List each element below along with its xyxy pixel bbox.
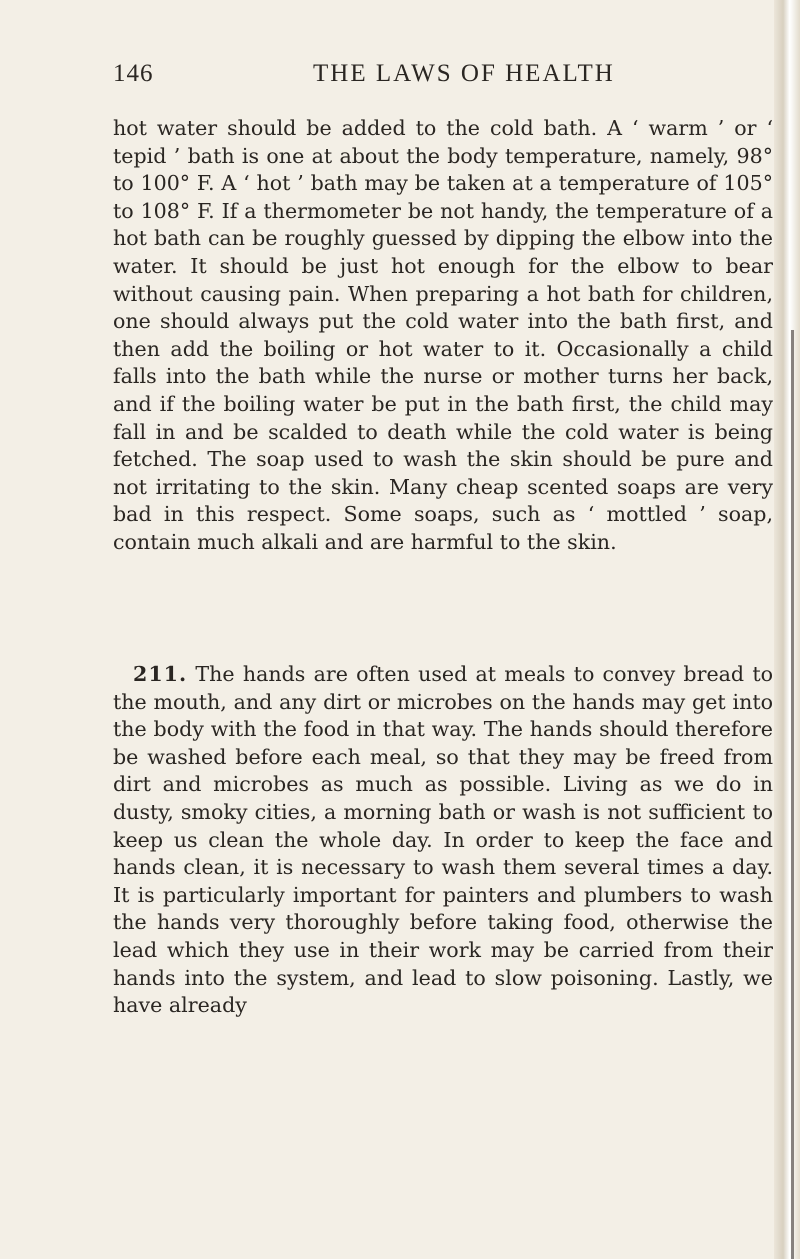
paragraph-text: The hands are often used at meals to convey bread to the mouth, and any dirt or microbes on the hands may get into the body with the food in that way. The hands should therefore be washed before each meal, so that they may be freed from dirt and microbes as much as possible. Living as we do in dusty, smoky cities, a morning bath or wash is not sufficient to keep us clean the whole day. In order to keep the face and hands clean, it is necessary to wash them several times a day. It is particularly important for painters and plumbers to wash the hands very thoroughly before taking food, otherwise the lead which they use in their work may be carried from their hands into the system, and lead to slow poisoning. Lastly, we have already xyxy=(113,662,774,1018)
page-header xyxy=(113,60,773,100)
paragraph-continuation xyxy=(113,115,773,557)
paragraph-text: hot water should be added to the cold bath. A ‘ warm ’ or ‘ tepid ’ bath is one at about the body temperature, namely, 98° to 100° F. A ‘ hot ’ bath may be taken at a temperature of 105° to 108° F. If a thermometer be not handy, the temperature of a hot bath can be roughly guessed by dipping the elbow into the water. It should be just hot enough for the elbow to bear without causing pain. When preparing a hot bath for children, one should always put the cold water into the bath first, and then add the boiling or hot water to it. Occasionally a child falls into the bath while the nurse or mother turns her back, and if the boiling water be put in the bath first, the child may fall in and be scalded to death while the cold water is being fetched. The soap used to wash the skin should be pure and not irritating to the skin. Many cheap scented soaps are very bad in this respect. Some soaps, such as ‘ mottled ’ soap, contain much alkali and are harmful to the skin. xyxy=(113,116,773,554)
page-number: 146 xyxy=(113,60,154,87)
running-title: THE LAWS OF HEALTH xyxy=(313,60,615,87)
binding-edge-shadow xyxy=(791,330,794,1259)
paragraph-211 xyxy=(113,661,773,1020)
paragraph-number: 211. xyxy=(133,662,188,686)
page-edge xyxy=(774,0,800,1259)
